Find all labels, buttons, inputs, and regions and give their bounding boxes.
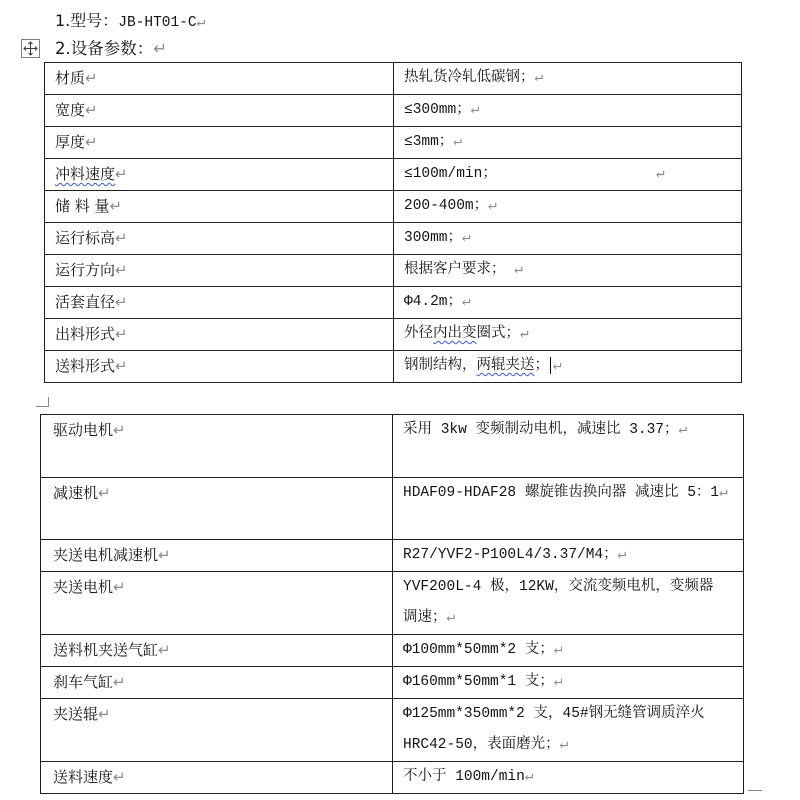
param-name: 厚度↵	[55, 133, 98, 151]
param-value: Φ4.2m；↵	[404, 294, 471, 310]
table-row	[45, 255, 742, 287]
param-name: 刹车气缸↵	[53, 673, 126, 691]
param-value: ≤3mm；↵	[404, 134, 463, 150]
params-table-1	[44, 62, 742, 383]
paragraph-mark: ↵	[113, 768, 126, 786]
param-value-line: Φ125mm*350mm*2 支，45#钢无缝管调质淬火	[403, 706, 705, 722]
paragraph-mark: ↵	[115, 261, 128, 279]
param-name-cell[interactable]	[45, 127, 394, 159]
param-name-cell[interactable]	[45, 351, 394, 383]
param-name-cell[interactable]	[45, 223, 394, 255]
param-value-cell[interactable]	[394, 351, 742, 383]
paragraph-mark: ↵	[115, 229, 128, 247]
table-row	[45, 191, 742, 223]
table-row	[45, 127, 742, 159]
param-name-cell[interactable]	[41, 540, 393, 572]
param-name: 材质↵	[55, 69, 98, 87]
paragraph-mark: ↵	[98, 705, 111, 723]
param-name: 夹送电机减速机↵	[53, 546, 171, 564]
param-value-part: 圈式；↵	[476, 326, 529, 342]
param-value-cell[interactable]	[393, 415, 744, 478]
paragraph-mark: ↵	[85, 133, 98, 151]
paragraph-mark: ↵	[553, 642, 563, 658]
param-value-cell[interactable]	[393, 477, 744, 540]
paragraph-mark: ↵	[109, 197, 123, 215]
table-row	[45, 95, 742, 127]
param-value-cell[interactable]	[393, 667, 744, 699]
param-value-line: 采用 3kw 变频制动电机，减速比 3.37；↵	[403, 422, 688, 438]
param-name-cell[interactable]	[45, 255, 394, 287]
paragraph-mark: ↵	[678, 422, 688, 438]
paragraph-mark: ↵	[115, 325, 128, 343]
paragraph-mark	[656, 159, 665, 190]
param-value-cell[interactable]	[393, 540, 744, 572]
table-row	[41, 415, 744, 478]
param-name: 驱动电机↵	[53, 421, 126, 439]
param-name-cell[interactable]	[41, 415, 393, 478]
paragraph-mark: ↵	[462, 230, 471, 246]
param-value-line: HRC42-50，表面磨光；↵	[403, 737, 569, 753]
param-value-wrap	[404, 159, 741, 190]
page-margin-corner-mark-bottom	[748, 790, 762, 791]
paragraph-mark: ↵	[617, 547, 627, 563]
paragraph-mark: ↵	[488, 198, 497, 214]
param-value-line: YVF200L-4 极，12KW，交流变频电机，变频器	[403, 579, 714, 595]
paragraph-mark: ↵	[553, 358, 562, 374]
param-value-cell[interactable]	[394, 95, 742, 127]
equipment-params-heading-text: 2.设备参数：↵	[55, 39, 168, 58]
param-name-cell[interactable]	[41, 699, 393, 762]
param-name: 储 料 量↵	[55, 197, 123, 215]
param-name-cell[interactable]	[41, 572, 393, 635]
paragraph-mark: ↵	[514, 262, 523, 278]
params-table-2	[40, 414, 744, 794]
param-name: 活套直径↵	[55, 293, 128, 311]
param-name-cell[interactable]	[45, 63, 394, 95]
paragraph-mark: ↵	[656, 166, 665, 182]
param-name-cell[interactable]	[41, 762, 393, 794]
param-value-part: ；	[534, 358, 549, 374]
table-row	[45, 351, 742, 383]
param-value: 热轧货冷轧低碳钢；↵	[404, 70, 544, 86]
param-value-line: 调速；↵	[403, 610, 456, 626]
paragraph-mark: ↵	[98, 483, 111, 502]
table-row	[45, 223, 742, 255]
param-value-cell[interactable]	[394, 255, 742, 287]
table-row	[41, 540, 744, 572]
param-value-cell[interactable]	[393, 572, 744, 635]
page-margin-corner-mark	[36, 397, 49, 407]
param-name: 夹送电机↵	[53, 578, 126, 596]
paragraph-mark: ↵	[524, 769, 534, 785]
paragraph-mark: ↵	[158, 641, 171, 659]
param-value-cell[interactable]	[393, 699, 744, 762]
model-number-line[interactable]	[55, 9, 205, 33]
paragraph-mark: ↵	[446, 610, 456, 626]
param-value: 根据客户要求； ↵	[404, 262, 523, 278]
param-value: ≤100m/min；	[404, 166, 497, 182]
paragraph-mark: ↵	[534, 70, 544, 86]
param-value-part: 外径	[404, 326, 433, 342]
param-name: 夹送辊↵	[53, 705, 111, 723]
table-row	[41, 635, 744, 667]
param-value-cell[interactable]	[394, 63, 742, 95]
param-value-line: HDAF09-HDAF28 螺旋锥齿换向器 减速比 5：1↵	[403, 484, 728, 501]
model-label: 1.型号：	[55, 11, 119, 30]
param-name-mark	[115, 165, 128, 183]
param-value-line: Φ160mm*50mm*1 支；↵	[403, 674, 563, 690]
table-move-handle-icon[interactable]	[21, 39, 40, 58]
param-value-cell[interactable]	[393, 635, 744, 667]
param-value-cell[interactable]	[394, 223, 742, 255]
text-cursor	[550, 357, 551, 374]
param-value-cell[interactable]	[394, 159, 742, 191]
param-name-cell[interactable]	[45, 159, 394, 191]
param-value-part: 钢制结构，	[404, 358, 477, 374]
paragraph-mark: ↵	[115, 357, 128, 375]
table-row	[41, 762, 744, 794]
paragraph-mark: ↵	[470, 102, 480, 118]
paragraph-mark: ↵	[115, 165, 128, 183]
param-value-cell[interactable]	[394, 287, 742, 319]
model-value: JB-HT01-C↵	[118, 15, 206, 31]
table-row	[41, 572, 744, 635]
paragraph-mark: ↵	[85, 69, 98, 87]
paragraph-mark: ↵	[113, 421, 126, 439]
paragraph-mark: ↵	[113, 673, 126, 691]
paragraph-mark: ↵	[85, 101, 98, 119]
param-name-cell[interactable]	[41, 635, 393, 667]
param-name: 运行标高↵	[55, 229, 128, 247]
param-name: 送料速度↵	[53, 768, 126, 786]
param-value-cell[interactable]	[394, 319, 742, 351]
paragraph-mark: ↵	[115, 293, 128, 311]
param-name: 减速机↵	[53, 483, 111, 502]
table-row	[41, 477, 744, 540]
param-value: 200-400m；↵	[404, 198, 497, 214]
param-name: 宽度↵	[55, 101, 98, 119]
table-row	[45, 159, 742, 191]
paragraph-mark: ↵	[462, 294, 471, 310]
paragraph-mark: ↵	[559, 737, 569, 753]
table-row	[45, 287, 742, 319]
param-name-cell[interactable]	[41, 667, 393, 699]
paragraph-mark: ↵	[453, 134, 463, 150]
paragraph-mark: ↵	[553, 674, 563, 690]
paragraph-mark: ↵	[153, 39, 168, 58]
table-row	[41, 667, 744, 699]
paragraph-mark: ↵	[113, 578, 126, 596]
param-value: 300mm；↵	[404, 230, 471, 246]
spellcheck-flagged-text: 冲料速度	[55, 165, 116, 183]
paragraph-mark: ↵	[719, 484, 728, 501]
param-value: ≤300mm；↵	[404, 102, 480, 118]
param-value-cell[interactable]	[394, 127, 742, 159]
paragraph-mark: ↵	[520, 326, 529, 342]
param-value-line: Φ100mm*50mm*2 支；↵	[403, 642, 563, 658]
param-value-cell[interactable]	[394, 191, 742, 223]
param-name-cell[interactable]	[45, 287, 394, 319]
param-name-cell[interactable]	[41, 477, 393, 540]
param-name: 送料形式↵	[55, 357, 128, 375]
param-value-line: R27/YVF2-P100L4/3.37/M4；↵	[403, 547, 627, 563]
table-row	[41, 699, 744, 762]
table-row	[45, 63, 742, 95]
param-name-cell[interactable]	[45, 95, 394, 127]
equipment-params-heading[interactable]	[55, 37, 167, 61]
spellcheck-flagged-text: 内出变	[433, 326, 477, 342]
param-value-line: 不小于 100m/min↵	[403, 769, 534, 785]
spellcheck-flagged-text: 两辊夹送	[476, 358, 535, 374]
param-name: 送料机夹送气缸↵	[53, 641, 171, 659]
paragraph-mark	[553, 358, 562, 374]
param-value-cell[interactable]	[393, 762, 744, 794]
param-name: 运行方向↵	[55, 261, 128, 279]
param-name: 出料形式↵	[55, 325, 128, 343]
param-name-cell[interactable]	[45, 319, 394, 351]
paragraph-mark: ↵	[158, 546, 171, 564]
table-row	[45, 319, 742, 351]
param-name-cell[interactable]	[45, 191, 394, 223]
paragraph-mark: ↵	[196, 15, 206, 31]
